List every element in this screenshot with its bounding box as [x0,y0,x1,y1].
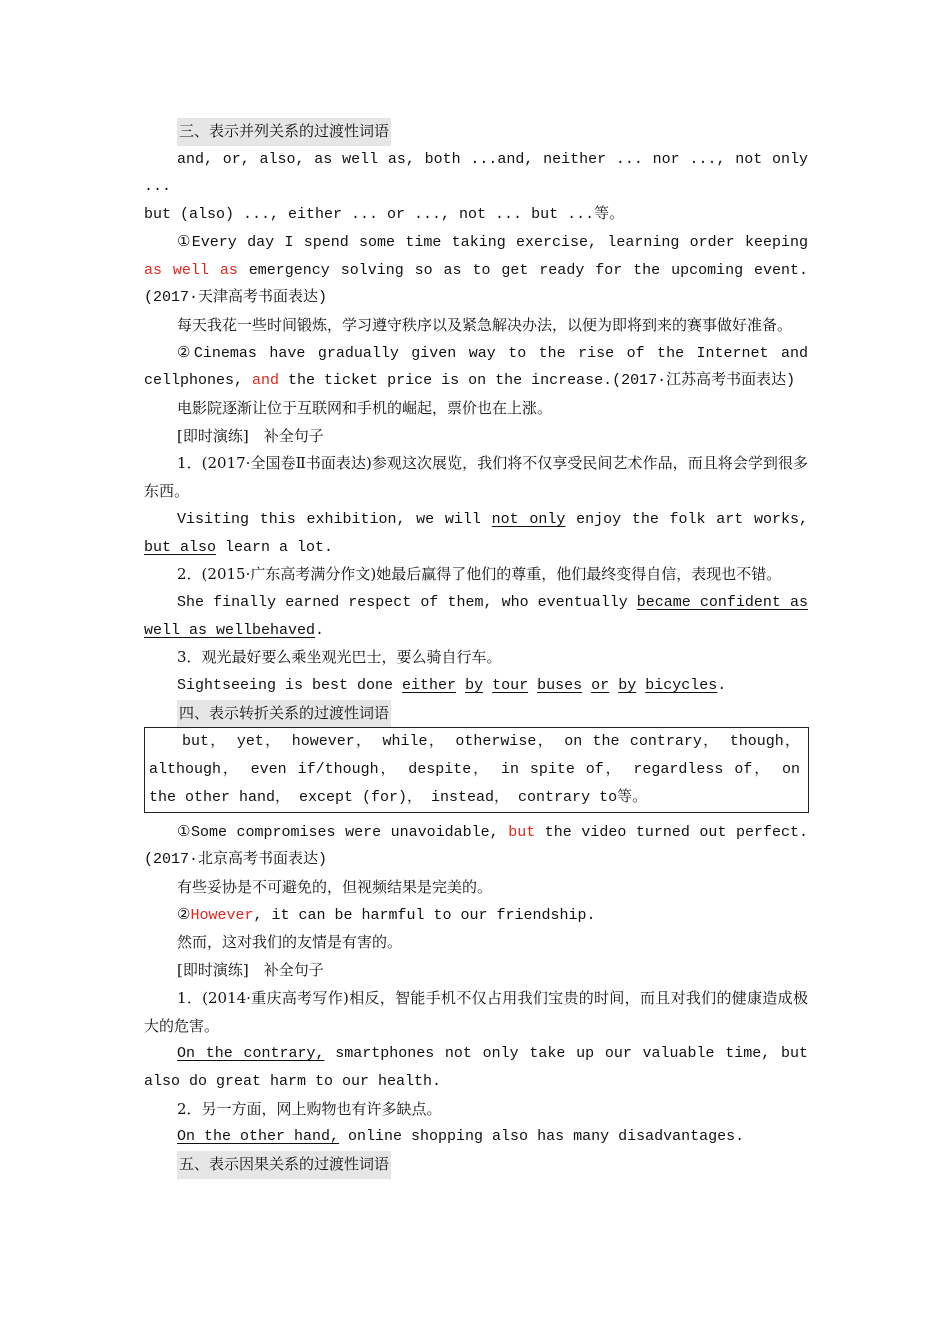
answer: On the other hand, online shopping also has many disadvantages. [177,1128,745,1146]
word-box [144,727,809,812]
example-sentence: ②However, it can be harmful to our friendship. [177,906,596,924]
answer-blank: tour [492,677,529,695]
answer-blank: On the contrary, [177,1045,325,1063]
answer: On the contrary, smartphones not only take up our valuable time, but also do great harm to our health. [144,1045,809,1090]
example-translation: 每天我花一些时间锻炼，学习遵守秩序以及紧急解决办法，以便为即将到来的赛事做好准备。 [177,315,793,334]
question: 2．(2015·广东高考满分作文)她最后赢得了他们的尊重，他们最终变得自信，表现也不错。 [177,565,782,584]
answer-blank: either [402,677,457,695]
question: 3．观光最好要么乘坐观光巴士，要么骑自行车。 [177,648,502,667]
highlight-phrase: and [252,372,280,390]
word-list: and, or, also, as well as, both ...and, neither ... nor ..., not only ... [144,150,808,196]
example-translation: 然而，这对我们的友情是有害的。 [177,933,403,952]
answer-blank: by [465,677,484,695]
answer-blank: but also [144,538,217,556]
highlight-phrase: but [508,823,536,841]
word-list-continued: but (also) ..., either ... or ..., not ... but ...等。 [144,206,625,224]
example-sentence: ①Every day I spend some time taking exercise, learning order keeping as well as emergency solving so as to get ready for the upcoming event.(2017·天津高考书面表达) [144,233,809,307]
example-translation: 电影院逐渐让位于互联网和手机的崛起，票价也在上涨。 [177,399,553,418]
example-sentence: ②Cinemas have gradually given way to the rise of the Internet and cellphones, and the ticket price is on the increase.(2017·江苏高考书面表达) [144,344,808,390]
answer-blank: bicycles [645,677,718,695]
question: 1．(2014·重庆高考写作)相反，智能手机不仅占用我们宝贵的时间，而且对我们的健康造成极大的危害。 [144,988,808,1035]
answer-blank: became confident as well as wellbehaved [144,593,809,639]
highlight-phrase: as well as [144,261,238,279]
document-page [144,118,808,1179]
answer-blank: by [618,677,637,695]
answer: She finally earned respect of them, who eventually became confident as well as wellbehaved. [144,593,809,639]
answer-blank: On the other hand, [177,1128,340,1146]
answer: Visiting this exhibition, we will not only enjoy the folk art works, but also learn a lot. [144,510,808,556]
question: 2．另一方面，网上购物也有许多缺点。 [177,1099,442,1118]
answer-blank: or [591,677,610,695]
answer-blank: not only [491,510,566,528]
example-sentence: ①Some compromises were unavoidable, but the video turned out perfect.(2017·北京高考书面表达) [144,823,808,869]
answer-blank: buses [537,677,583,695]
example-translation: 有些妥协是不可避免的，但视频结果是完美的。 [177,877,493,896]
section-heading: 三、表示并列关系的过渡性词语 [144,118,808,146]
highlight-phrase: However [190,906,254,924]
section-heading: 四、表示转折关系的过渡性词语 [144,700,808,728]
question: 1．(2017·全国卷Ⅱ书面表达)参观这次展览，我们将不仅享受民间艺术作品，而且将会学到很多东西。 [144,454,808,501]
answer: Sightseeing is best done either by tour buses or by bicycles. [177,677,727,695]
word-list: but， yet， however， while， otherwise， on the contrary， though，although， even if/though， despite， in spite of， regardless of， on the other hand， except (for)， instead， contrary to等。 [149,733,800,806]
practice-title: [即时演练] 补全句子 [177,426,324,445]
practice-title: [即时演练] 补全句子 [177,961,324,980]
section-heading: 五、表示因果关系的过渡性词语 [144,1151,808,1179]
